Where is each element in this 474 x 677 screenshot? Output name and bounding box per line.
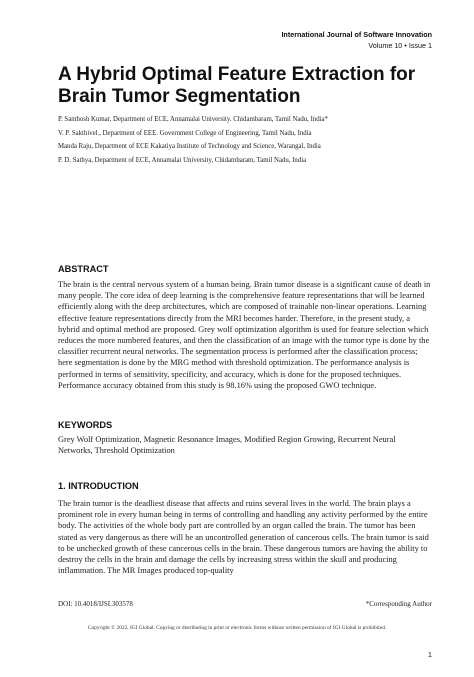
paper-title: A Hybrid Optimal Feature Extraction for Brain Tumor Segmentation xyxy=(58,64,416,107)
doi-text: DOI: 10.4018/IJSI.303578 xyxy=(58,600,133,608)
author-line: Manda Raju, Department of ECE Kakatiya Institute of Technology and Science, Warangal, India xyxy=(58,143,321,150)
abstract-heading: ABSTRACT xyxy=(58,264,109,274)
introduction-text: The brain tumor is the deadliest disease that affects and ruins several lives in the world. The brain plays a prominent role in every human being in terms of controlling and handling any activity performed by the entire body. The activities of the whole body part are controlled by an organ called the brain. The tumor has been stated as very dangerous as there will be an uncontrolled generation of cancerous cells. The brain tumor is said to be unchecked growth of these cancerous cells in the brain. These dangerous tumors are having the ability to destroy the cells in the brain and damage the cells by increasing stress within the skull and producing inflammation. The MR Images produced top-quality xyxy=(58,499,429,576)
author-line: P. D. Sathya, Department of ECE, Annamalai University, Chidambaram, Tamil Nadu, India xyxy=(58,156,307,164)
journal-header xyxy=(281,30,432,51)
copyright-notice: Copyright © 2022, IGI Global. Copying or distributing in print or electronic forms without written permission of IGI Global is prohibited. xyxy=(87,625,387,631)
corresponding-author-note: *Corresponding Author xyxy=(365,600,432,608)
author-line: P. Santhosh Kumar, Department of ECE, Annamalai University. Chidambaram, Tamil Nadu, India* xyxy=(58,116,328,123)
author-list xyxy=(58,113,448,167)
journal-name: International Journal of Software Innovation xyxy=(281,30,432,39)
author-line: V. P. Sakthivel., Department of EEE. Government College of Engineering, Tamil Nadu, India xyxy=(58,129,312,137)
introduction-heading: 1. INTRODUCTION xyxy=(58,481,139,491)
keywords-heading: KEYWORDS xyxy=(58,420,113,430)
keywords-text: Grey Wolf Optimization, Magnetic Resonance Images, Modified Region Growing, Recurrent Neural Networks, Threshold Optimization xyxy=(58,435,396,456)
journal-issue: Volume 10 • Issue 1 xyxy=(368,40,432,50)
abstract-text: The brain is the central nervous system of a human being. Brain tumor disease is a significant cause of death in many people. The core idea of deep learning is the comprehensive feature representations that will be learned efficiently along with the deep architectures, which are composed of trainable non-linear operations. Learning effective feature representations directly from the MRI becomes harder. Therefore, in the present study, a hybrid and optimal method are proposed. Grey wolf optimization algorithm is used for feature selection which reduces the more numbered features, and then the classification of an image with the tumor type is done by the classifier recurrent neural networks. The segmentation process is performed after the classification process; here segmentation is done by the MRG method with threshold optimization. The performance analysis is performed in terms of sensitivity, specificity, and accuracy, which is done for the proposed techniques. Performance accuracy obtained from this study is 98.16% using the proposed GWO technique. xyxy=(58,280,431,390)
page-number: 1 xyxy=(427,650,432,659)
